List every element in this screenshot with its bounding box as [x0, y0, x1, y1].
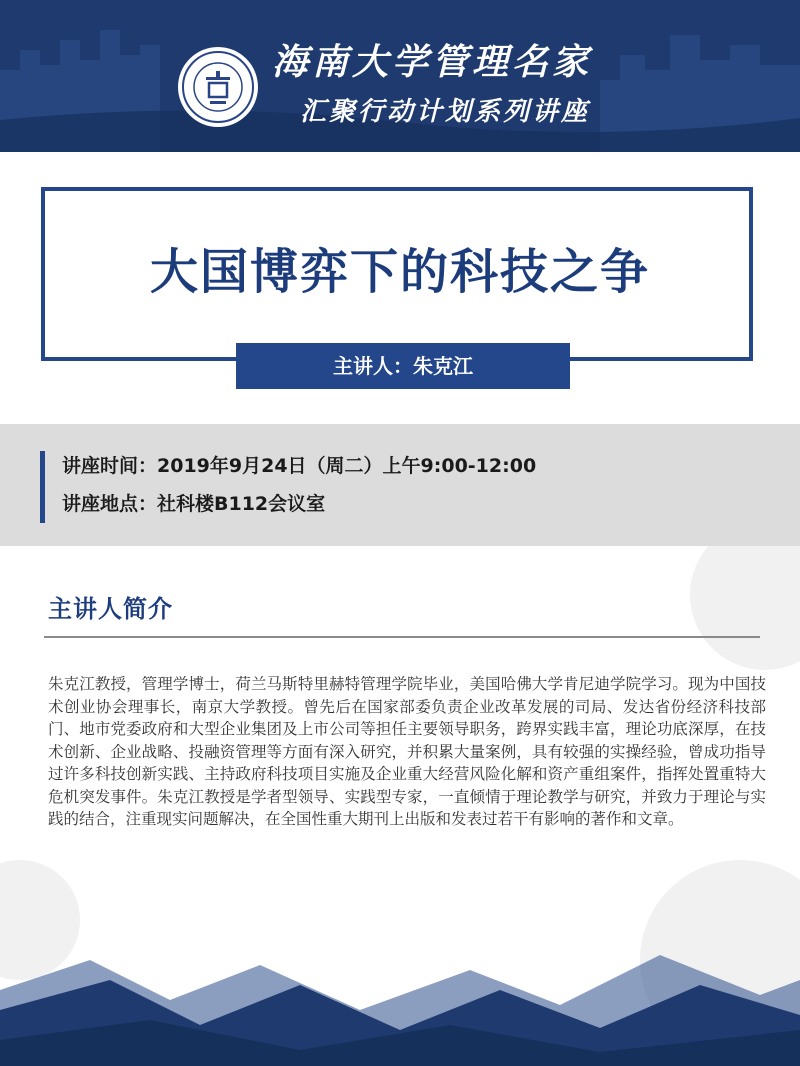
mountain-decoration: [0, 940, 800, 1066]
info-band: [0, 424, 800, 546]
section-divider: [44, 636, 760, 638]
speaker-bio: 朱克江教授，管理学博士，荷兰马斯特里赫特管理学院毕业，美国哈佛大学肯尼迪学院学习。现为中国技术创业协会理事长，南京大学教授。曾先后在国家部委负责企业改革发展的司局、发达省份经济科技部门、地市党委政府和大型企业集团及上市公司等担任主要领导职务，跨界实践丰富，理论功底深厚，在技术创新、企业战略、投融资管理等方面有深入研究，并积累大量案例，具有较强的实操经验，曾成功指导过许多科技创新实践、主持政府科技项目实施及企业重大经营风险化解和资产重组案件，指挥处置重特大危机突发事件。朱克江教授是学者型领导、实践型专家，一直倾情于理论教学与研究，并致力于理论与实践的结合，注重现实问题解决，在全国性重大期刊上出版和发表过若干有影响的著作和文章。: [48, 675, 766, 828]
section-heading: 主讲人简介: [48, 595, 173, 623]
header-banner: [0, 0, 800, 152]
university-seal-icon: [178, 47, 258, 127]
lecture-time: 讲座时间：2019年9月24日（周二）上午9:00-12:00: [62, 455, 537, 477]
lecture-title: 大国博弈下的科技之争: [149, 244, 650, 300]
info-accent-bar: [40, 451, 45, 523]
lecture-location: 讲座地点：社科楼B112会议室: [62, 493, 326, 515]
speaker-label: 主讲人：朱克江: [236, 343, 570, 389]
header-title: 海南大学管理名家: [272, 41, 593, 83]
header-subtitle: 汇聚行动计划系列讲座: [300, 97, 591, 127]
